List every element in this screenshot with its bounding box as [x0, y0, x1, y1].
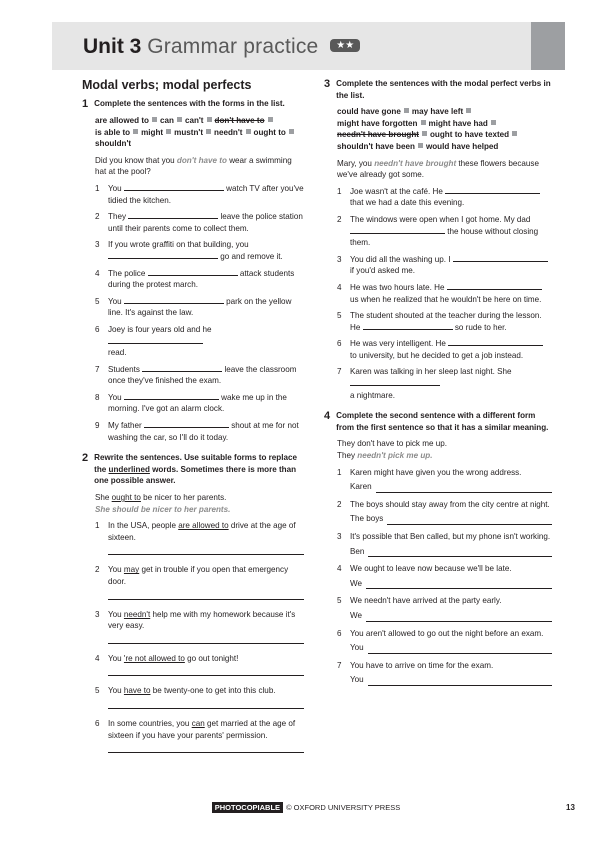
item-number: 7: [337, 660, 342, 670]
item-number: 7: [95, 364, 100, 374]
example-sentence: Mary, you needn't have brought these flowers because we've already got some.: [337, 158, 539, 180]
exercise-item: [337, 531, 552, 557]
item-text: If you wrote graffiti on that building, you go and remove it.: [108, 240, 283, 261]
exercise-number: 2: [82, 452, 89, 465]
item-number: 2: [95, 565, 100, 575]
answer-blank[interactable]: [350, 378, 440, 386]
answer-line[interactable]: Ben: [350, 546, 552, 558]
example-sentence: Did you know that you don't have to wear a swimming hat at the pool?: [95, 155, 292, 177]
item-text: You park on the yellow line. It's against the law.: [108, 296, 292, 318]
exercise-item: [95, 392, 304, 415]
answer-blank[interactable]: [363, 322, 453, 330]
item-number: 5: [95, 686, 100, 696]
item-text: He was two hours late. He us when he realized that he wouldn't be here on time.: [350, 282, 542, 304]
item-number: 8: [95, 392, 100, 402]
item-number: 6: [95, 324, 100, 334]
answer-line[interactable]: [108, 545, 304, 555]
exercise-number: 1: [82, 98, 89, 110]
exercise-item: [95, 183, 304, 206]
exercise-item: [337, 499, 552, 525]
answer-blank[interactable]: [366, 614, 552, 622]
answer-line[interactable]: Karen: [350, 481, 552, 493]
exercise-item: [95, 653, 304, 677]
answer-line[interactable]: [108, 590, 304, 600]
item-number: 3: [95, 609, 100, 619]
exercise-item: [337, 186, 552, 209]
item-number: 2: [95, 212, 100, 222]
item-text: He was very intelligent. He to university, but he decided to get a job instead.: [350, 338, 552, 361]
item-number: 2: [337, 214, 342, 224]
example-sentence: She ought to be nicer to her parents. She should be nicer to her parents.: [95, 493, 231, 514]
exercise-instruction: Complete the second sentence with a different form from the first sentence so that it has a similar meaning.: [336, 411, 549, 432]
exercise-item: [337, 254, 552, 277]
answer-blank[interactable]: [148, 268, 238, 276]
exercise-number: 4: [324, 410, 331, 423]
exercise-instruction: Rewrite the sentences. Use suitable forms to replace the underlined words. Sometimes there is more than one possible answer.: [94, 453, 297, 486]
exercise-item: [95, 211, 304, 234]
exercise-3-heading: [324, 78, 552, 101]
word-list: are allowed to can can't don't have to is able to might mustn't needn't ought to shouldn't: [95, 115, 304, 150]
item-number: 4: [337, 564, 342, 574]
answer-blank[interactable]: [350, 226, 445, 234]
answer-line[interactable]: [108, 634, 304, 644]
item-text: The student shouted at the teacher during the lesson. He so rude to her.: [350, 311, 542, 332]
item-text: You wake me up in the morning. I've got an alarm clock.: [108, 392, 287, 414]
exercise-item: [95, 239, 304, 262]
exercise-item: [337, 563, 552, 589]
item-text: You have to be twenty-one to get into this club.: [108, 685, 304, 709]
item-number: 5: [95, 296, 100, 306]
section-title: Modal verbs; modal perfects: [82, 78, 252, 92]
item-number: 1: [95, 183, 100, 193]
word-list: could have gone may have left might have forgotten might have had needn't have brought ought to have texted shouldn't have been would have helped: [337, 106, 552, 152]
answer-blank[interactable]: [445, 186, 540, 194]
exercise-item: [95, 609, 304, 644]
exercise-item: [95, 420, 304, 443]
answer-line[interactable]: You: [350, 642, 552, 654]
exercise-item: [337, 214, 552, 249]
item-text: The boys should stay away from the city centre at night. The boys: [350, 499, 552, 525]
answer-blank[interactable]: [448, 338, 543, 346]
item-number: 4: [95, 268, 100, 278]
item-number: 1: [337, 186, 342, 196]
answer-line[interactable]: [108, 743, 304, 753]
item-text: You have to arrive on time for the exam. You: [350, 660, 552, 686]
answer-blank[interactable]: [366, 581, 552, 589]
exercise-item: [95, 564, 304, 599]
exercise-item: [95, 324, 304, 359]
item-text: Joey is four years old and he read.: [108, 324, 212, 358]
exercise-4-heading: [324, 410, 552, 433]
answer-line[interactable]: [108, 699, 304, 709]
item-text: Joe wasn't at the café. He that we had a date this evening.: [350, 186, 552, 209]
exercise-item: [95, 685, 304, 709]
exercise-item: [337, 628, 552, 654]
publisher: © OXFORD UNIVERSITY PRESS: [286, 803, 401, 812]
answer-blank[interactable]: [368, 678, 552, 686]
item-text: In the USA, people are allowed to drive at the age of sixteen.: [108, 520, 304, 555]
page-title: [83, 33, 360, 61]
exercise-item: [95, 364, 304, 387]
header-accent: [531, 22, 565, 70]
item-text: You needn't help me with my homework because it's very easy.: [108, 609, 304, 644]
answer-blank[interactable]: [124, 392, 219, 400]
exercise-item: [95, 296, 304, 319]
answer-blank[interactable]: [368, 549, 552, 557]
exercise-1-heading: [82, 98, 304, 110]
answer-line[interactable]: You: [350, 674, 552, 686]
exercise-item: [95, 520, 304, 555]
item-text: It's possible that Ben called, but my phone isn't working. Ben: [350, 532, 551, 556]
item-number: 5: [337, 596, 342, 606]
answer-blank[interactable]: [144, 420, 229, 428]
exercise-item: [337, 310, 552, 333]
answer-line[interactable]: The boys: [350, 513, 552, 525]
item-text: They leave the police station until their parents come to collect them.: [108, 212, 303, 233]
footer: [0, 803, 612, 812]
item-number: 6: [337, 628, 342, 638]
item-text: You 're not allowed to go out tonight!: [108, 653, 304, 677]
answer-blank[interactable]: [142, 364, 222, 372]
difficulty-badge: ★★: [330, 39, 360, 52]
page-number: 13: [566, 803, 575, 812]
item-number: 1: [95, 521, 100, 531]
answer-blank[interactable]: [376, 485, 552, 493]
item-text: In some countries, you can get married at the age of sixteen if you have your parents' permission.: [108, 718, 304, 753]
item-text: You aren't allowed to go out the night before an exam. You: [350, 628, 552, 654]
unit-label: Unit 3: [83, 35, 142, 58]
exercise-item: [337, 282, 552, 305]
left-column: [82, 78, 304, 762]
exercise-instruction: Complete the sentences with the modal perfect verbs in the list.: [336, 79, 551, 100]
answer-blank[interactable]: [108, 251, 218, 259]
example-sentence: They don't have to pick me up. They needn't pick me up.: [337, 439, 447, 461]
exercise-item: [95, 268, 304, 291]
exercise-item: [337, 595, 552, 621]
item-text: You may get in trouble if you open that emergency door.: [108, 564, 304, 599]
right-column: [324, 78, 552, 692]
item-text: Karen was talking in her sleep last night. She a nightmare.: [350, 367, 512, 400]
item-number: 5: [337, 311, 342, 321]
item-number: 2: [337, 499, 342, 509]
answer-blank[interactable]: [108, 336, 203, 344]
exercise-item: [337, 366, 552, 401]
item-text: We ought to leave now because we'll be late. We: [350, 563, 552, 589]
exercise-number: 3: [324, 78, 331, 90]
exercise-item: [337, 660, 552, 686]
answer-line[interactable]: [108, 666, 304, 676]
exercise-instruction: Complete the sentences with the forms in the list.: [94, 99, 285, 108]
item-text: My father shout at me for not washing the car, so I'll do it today.: [108, 421, 299, 442]
exercise-item: [95, 718, 304, 753]
title-subtitle: Grammar practice: [147, 35, 319, 58]
answer-blank[interactable]: [387, 517, 552, 525]
answer-blank[interactable]: [368, 646, 552, 654]
answer-line[interactable]: We: [350, 610, 552, 622]
item-number: 4: [337, 282, 342, 292]
item-text: The police attack students during the protest march.: [108, 268, 295, 290]
item-number: 3: [95, 240, 100, 250]
exercise-item: [337, 467, 552, 493]
answer-line[interactable]: We: [350, 578, 552, 590]
item-number: 7: [337, 367, 342, 377]
item-text: You did all the washing up. I if you'd asked me.: [350, 254, 552, 277]
item-text: You watch TV after you've tidied the kitchen.: [108, 183, 304, 205]
item-number: 3: [337, 532, 342, 541]
answer-blank[interactable]: [124, 296, 224, 304]
item-text: The windows were open when I got home. My dad the house without closing them.: [350, 214, 539, 248]
item-text: Students leave the classroom once they've finished the exam.: [108, 364, 297, 386]
answer-blank[interactable]: [124, 183, 224, 191]
item-number: 1: [337, 467, 342, 477]
item-text: We needn't have arrived at the party early. We: [350, 595, 552, 621]
example-answer: She should be nicer to her parents.: [95, 504, 231, 514]
photocopiable-label: PHOTOCOPIABLE: [212, 802, 283, 813]
item-text: Karen might have given you the wrong address. Karen: [350, 467, 552, 493]
item-number: 6: [95, 718, 100, 728]
item-number: 6: [337, 339, 342, 349]
exercise-2-heading: [82, 452, 304, 487]
answer-blank[interactable]: [453, 254, 548, 262]
item-number: 3: [337, 254, 342, 264]
item-number: 4: [95, 653, 100, 663]
answer-blank[interactable]: [447, 282, 542, 290]
answer-blank[interactable]: [128, 211, 218, 219]
item-number: 9: [95, 421, 100, 431]
exercise-item: [337, 338, 552, 361]
